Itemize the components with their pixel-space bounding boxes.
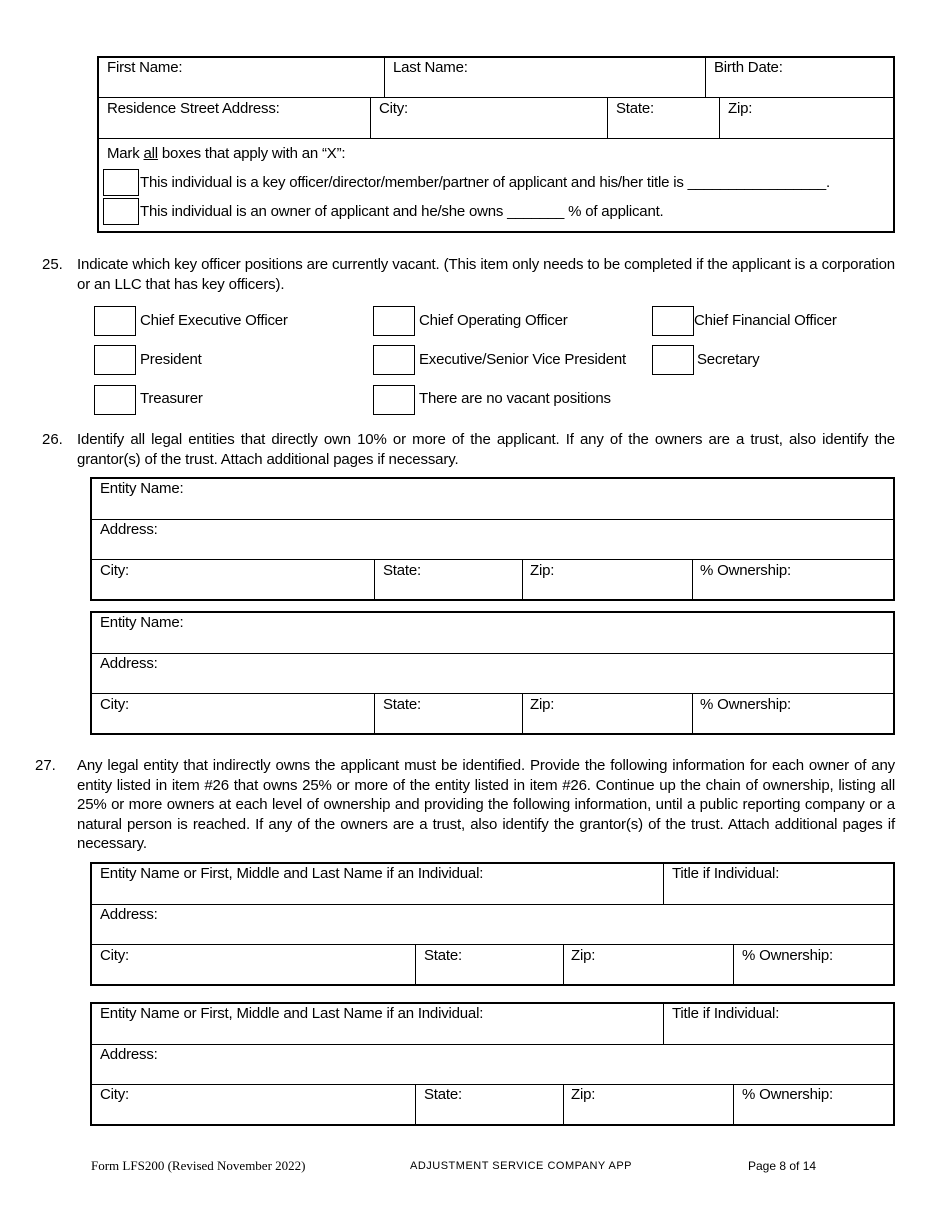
ownership-field[interactable]: % Ownership: xyxy=(700,562,791,579)
ownership-field[interactable]: % Ownership: xyxy=(742,947,833,964)
item-27-text: Any legal entity that indirectly owns the applicant must be identified. Provide the following information for each owner of any entity listed in item #26 that owns 25% or more of the entity listed in item #26. Continue up the chain of ownership, listing all 25% or more owners at each level of ownership and providing the following information, until a public reporting company or a natural person is reached. If any of the owners are a trust, also identify the grantor(s) of the trust. Attach additional pages if necessary. xyxy=(77,757,895,852)
state-field[interactable]: State: xyxy=(383,696,421,713)
state-field[interactable]: State: xyxy=(424,1086,462,1103)
evp-label: Executive/Senior Vice President xyxy=(419,351,626,368)
footer-form-id: Form LFS200 (Revised November 2022) xyxy=(91,1158,306,1173)
zip-field[interactable]: Zip: xyxy=(728,100,753,117)
zip-field[interactable]: Zip: xyxy=(530,562,555,579)
secretary-checkbox[interactable] xyxy=(652,345,694,375)
direct-owner-table-2 xyxy=(90,611,895,735)
president-checkbox[interactable] xyxy=(94,345,136,375)
ownership-field[interactable]: % Ownership: xyxy=(700,696,791,713)
city-field[interactable]: City: xyxy=(100,947,130,964)
zip-field[interactable]: Zip: xyxy=(530,696,555,713)
title-field[interactable]: Title if Individual: xyxy=(672,1005,780,1022)
no-vacant-checkbox[interactable] xyxy=(373,385,415,415)
city-field[interactable]: City: xyxy=(100,562,130,579)
coo-label: Chief Operating Officer xyxy=(419,312,568,329)
owner-text: This individual is an owner of applicant and he/she owns _______ % of applicant. xyxy=(140,203,664,220)
cfo-checkbox[interactable] xyxy=(652,306,694,336)
secretary-label: Secretary xyxy=(697,351,760,368)
first-name-field[interactable]: First Name: xyxy=(107,59,183,76)
title-field[interactable]: Title if Individual: xyxy=(672,865,780,882)
birth-date-field[interactable]: Birth Date: xyxy=(714,59,783,76)
key-officer-text: This individual is a key officer/director/member/partner of applicant and his/her title is _________________. xyxy=(140,174,831,191)
evp-checkbox[interactable] xyxy=(373,345,415,375)
zip-field[interactable]: Zip: xyxy=(571,947,596,964)
ceo-checkbox[interactable] xyxy=(94,306,136,336)
last-name-field[interactable]: Last Name: xyxy=(393,59,468,76)
state-field[interactable]: State: xyxy=(616,100,654,117)
zip-field[interactable]: Zip: xyxy=(571,1086,596,1103)
footer-page-number: Page 8 of 14 xyxy=(748,1159,817,1173)
residence-street-field[interactable]: Residence Street Address: xyxy=(107,100,280,117)
ownership-field[interactable]: % Ownership: xyxy=(742,1086,833,1103)
address-field[interactable]: Address: xyxy=(100,906,158,923)
direct-owner-table-1 xyxy=(90,477,895,601)
item-26-text: Identify all legal entities that directly own 10% or more of the applicant. If any of the owners are a trust, also identify the grantor(s) of the trust. Attach additional pages if necessary. xyxy=(77,431,895,468)
address-field[interactable]: Address: xyxy=(100,1046,158,1063)
city-field[interactable]: City: xyxy=(100,696,130,713)
entity-or-individual-name-field[interactable]: Entity Name or First, Middle and Last Name if an Individual: xyxy=(100,1005,484,1022)
item-26-number: 26. xyxy=(42,431,63,448)
city-field[interactable]: City: xyxy=(100,1086,130,1103)
entity-name-field[interactable]: Entity Name: xyxy=(100,480,184,497)
item-25-number: 25. xyxy=(42,256,63,273)
entity-name-field[interactable]: Entity Name: xyxy=(100,614,184,631)
address-field[interactable]: Address: xyxy=(100,655,158,672)
item-25-text: Indicate which key officer positions are currently vacant. (This item only needs to be completed if the applicant is a corporation or an LLC that has key officers). xyxy=(77,256,895,293)
key-officer-checkbox[interactable] xyxy=(103,169,139,196)
ceo-label: Chief Executive Officer xyxy=(140,312,288,329)
address-field[interactable]: Address: xyxy=(100,521,158,538)
mark-instruction: Mark all boxes that apply with an “X”: xyxy=(107,145,346,162)
state-field[interactable]: State: xyxy=(383,562,421,579)
footer-title: ADJUSTMENT SERVICE COMPANY APP xyxy=(410,1160,633,1172)
city-field[interactable]: City: xyxy=(379,100,409,117)
treasurer-checkbox[interactable] xyxy=(94,385,136,415)
owner-checkbox[interactable] xyxy=(103,198,139,225)
state-field[interactable]: State: xyxy=(424,947,462,964)
president-label: President xyxy=(140,351,202,368)
item-27-number: 27. xyxy=(35,757,56,774)
entity-or-individual-name-field[interactable]: Entity Name or First, Middle and Last Name if an Individual: xyxy=(100,865,484,882)
cfo-label: Chief Financial Officer xyxy=(694,312,837,329)
no-vacant-label: There are no vacant positions xyxy=(419,390,611,407)
treasurer-label: Treasurer xyxy=(140,390,203,407)
coo-checkbox[interactable] xyxy=(373,306,415,336)
